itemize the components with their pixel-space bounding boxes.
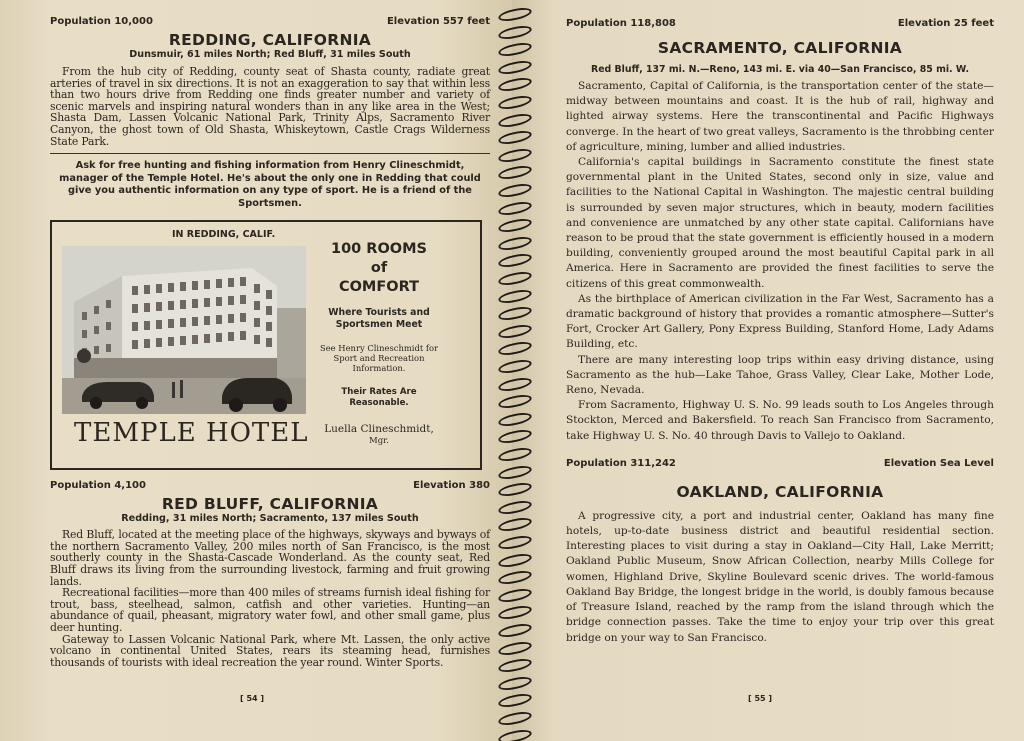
binding-ring <box>494 430 530 440</box>
binding-ring <box>494 149 530 159</box>
redding-elevation: Elevation 557 feet <box>386 16 490 27</box>
oakland-paragraph: A progressive city, a port and industrial center, Oakland has many fine hotels, up-to-date business district and beautiful residential section. Interesting places to visit during a stay in Oakland—City Hall, Lake Merritt; Oakland Public Museum, Snow African Collection, nearby Mills College for women, Highland Drive, Skyline Boulevard scenic drives. The world-famous Oakland Bay Bridge, the longest bridge in the world, is doubly famous because of Treasure Island, reached by the ramp from the island through which the bridge connection passes. Take the time to enjoy your trip over this great bridge on your way to San Francisco. <box>566 509 994 644</box>
binding-ring <box>494 307 530 317</box>
binding-ring <box>494 237 530 247</box>
binding-ring <box>494 571 530 581</box>
binding-ring <box>494 712 530 722</box>
binding-ring <box>494 184 530 194</box>
rooms-line-3: COMFORT <box>338 279 420 296</box>
temple-hotel-photo <box>62 246 306 414</box>
sacramento-header <box>566 18 994 29</box>
binding-ring <box>494 290 530 300</box>
hunting-fishing-notice: Ask for free hunting and fishing information from Henry Clineschmidt, manager of the Temple Hotel. He's about the only one in Redding that could give you authentic information on any type of sport. He is a friend of the Sportsmen. <box>59 160 481 209</box>
binding-ring <box>494 219 530 229</box>
redding-paragraph: From the hub city of Redding, county seat of Shasta county, radiate great arteries of travel in six directions. It is not an exaggeration to say that within less than two hours drive from Redding one finds greater number and variety of scenic marvels and inspiring natural wonders than in any like area in the West; Shasta Dam, Lassen Volcanic National Park, Trinity Alps, Sacramento River Canyon, the ghost town of Old Shasta, Whiskeytown, Castle Crags Wilderness State Park. <box>50 65 490 148</box>
oakland-header <box>566 458 994 469</box>
binding-ring <box>494 202 530 212</box>
binding-ring <box>494 659 530 669</box>
binding-ring <box>494 536 530 546</box>
rooms-line-1: 100 ROOMS <box>330 241 427 258</box>
binding-ring <box>494 501 530 511</box>
redding-body <box>50 66 490 147</box>
sacramento-paragraph: Sacramento, Capital of California, is the transportation center of the state—midway between mountains and coast. It is the hub of rail, highway and lighted airway systems. Here the transcontinental and Pacific Highways converge. In the heart of two great valleys, Sacramento is the throbbing center of agriculture, mining, lumber and allied industries. <box>566 80 994 153</box>
page-number-left: [ 54 ] <box>240 694 265 703</box>
sacramento-paragraph: From Sacramento, Highway U. S. No. 99 leads south to Los Angeles through Stockton, Merced and Bakersfield. To reach San Francisco from Sacramento, take Highway U. S. No. 40 through Davis to Vallejo to Oakland. <box>566 399 994 442</box>
ad-contact-note: See Henry Clineschmidt for Sport and Recreation Information. <box>319 343 438 374</box>
binding-ring <box>494 131 530 141</box>
sacramento-paragraph: There are many interesting loop trips within easy driving distance, using Sacramento as the hub—Lake Tahoe, Grass Valley, Clear Lake, Mother Lode, Reno, Nevada. <box>566 353 994 397</box>
binding-ring <box>494 61 530 71</box>
oakland-body <box>566 509 994 646</box>
red-bluff-paragraph: Gateway to Lassen Volcanic National Park, where Mt. Lassen, the only active volcano in continental United States, rears its steaming head, furnishes thousands of tourists with ideal recreation the year round. Winter Sports. <box>50 632 490 669</box>
right-page <box>512 0 1024 741</box>
binding-ring <box>494 589 530 599</box>
binding-ring <box>494 395 530 405</box>
red-bluff-population: Population 4,100 <box>50 480 146 492</box>
red-bluff-header <box>50 480 490 491</box>
binding-ring <box>494 624 530 634</box>
oakland-population: Population 311,242 <box>566 457 676 469</box>
ad-copy <box>314 240 444 446</box>
oakland-elevation: Elevation Sea Level <box>883 457 994 469</box>
binding-ring <box>494 730 530 740</box>
binding-ring <box>494 8 530 18</box>
binding-ring <box>494 413 530 423</box>
binding-ring <box>494 166 530 176</box>
sacramento-title: SACRAMENTO, CALIFORNIA <box>657 39 903 57</box>
ad-location: IN REDDING, CALIF. <box>172 229 276 241</box>
temple-hotel-advertisement <box>50 220 482 470</box>
binding-ring <box>494 96 530 106</box>
binding-ring <box>494 448 530 458</box>
binding-ring <box>494 342 530 352</box>
hotel-building-illustration <box>62 246 306 414</box>
binding-ring <box>494 642 530 652</box>
binding-ring <box>494 606 530 616</box>
binding-ring <box>494 518 530 528</box>
red-bluff-paragraph: Recreational facilities—more than 400 miles of streams furnish ideal fishing for trout, bass, steelhead, salmon, catfish and other varieties. Hunting—an abundance of quail, pheasant, migratory water fowl, and other small game, plus deer hunting. <box>50 586 490 634</box>
binding-ring <box>494 360 530 370</box>
page-number-right: [ 55 ] <box>748 694 773 703</box>
ad-manager: Luella Clineschmidt, <box>324 423 434 436</box>
sacramento-paragraph: California's capital buildings in Sacramento constitute the finest state governmental plant in the United States, second only in size, value and facilities to the National Capital in Washington. The majestic central building is surrounded by seven major structures, which in beauty, modern facilities and convenience are unmatched by any other state capital. Californians have reason to be proud that the state government is efficiently housed in a modern building, conveniently grouped around the most beautiful Capital park in all America. Here in Sacramento are provided the finest facilities to serve the citizens of this great commonwealth. <box>566 156 994 290</box>
sacramento-population: Population 118,808 <box>566 18 676 29</box>
ad-tagline: Where Tourists and Sportsmen Meet <box>328 307 430 331</box>
binding-ring <box>494 694 530 704</box>
redding-title: REDDING, CALIFORNIA <box>168 31 372 49</box>
binding-ring <box>494 554 530 564</box>
redding-header <box>50 16 490 27</box>
binding-ring <box>494 677 530 687</box>
binding-ring <box>494 378 530 388</box>
sacramento-elevation: Elevation 25 feet <box>897 18 994 29</box>
oakland-title: OAKLAND, CALIFORNIA <box>676 482 884 501</box>
ad-manager-title: Mgr. <box>369 436 389 447</box>
redding-subtitle: Dunsmuir, 61 miles North; Red Bluff, 31 miles South <box>129 49 411 60</box>
rooms-line-2: of <box>370 260 388 277</box>
binding-ring <box>494 26 530 36</box>
binding-ring <box>494 466 530 476</box>
binding-ring <box>494 254 530 264</box>
spiral-binding <box>494 0 530 741</box>
binding-ring <box>494 325 530 335</box>
sacramento-body <box>566 79 994 444</box>
binding-ring <box>494 483 530 493</box>
red-bluff-subtitle: Redding, 31 miles North; Sacramento, 137 miles South <box>121 513 419 525</box>
sacramento-subtitle: Red Bluff, 137 mi. N.—Reno, 143 mi. E. via 40—San Francisco, 85 mi. W. <box>590 64 970 75</box>
ad-rates: Their Rates Are Reasonable. <box>341 387 417 409</box>
red-bluff-elevation: Elevation 380 <box>413 480 490 492</box>
sacramento-paragraph: As the birthplace of American civilization in the Far West, Sacramento has a dramatic background of history that provides a romantic atmosphere—Sutter's Fort, Crocker Art Gallery, Pony Express Building, Stanford Home, Lady Adams Building, etc. <box>566 292 994 351</box>
red-bluff-paragraph: Red Bluff, located at the meeting place of the highways, skyways and byways of the northern Sacramento Valley, 200 miles north of San Francisco, is the most southerly county in the Shasta-Cascade Wonderland. As the county seat, Red Bluff draws its living from the surrounding livestock, farming and fruit growing lands. <box>50 528 490 588</box>
hotel-name: TEMPLE HOTEL <box>74 418 309 449</box>
red-bluff-body <box>50 529 490 668</box>
binding-ring <box>494 272 530 282</box>
red-bluff-title: RED BLUFF, CALIFORNIA <box>161 495 379 514</box>
section-divider <box>50 153 490 154</box>
binding-ring <box>494 43 530 53</box>
redding-population: Population 10,000 <box>50 16 153 27</box>
binding-ring <box>494 114 530 124</box>
binding-ring <box>494 78 530 88</box>
